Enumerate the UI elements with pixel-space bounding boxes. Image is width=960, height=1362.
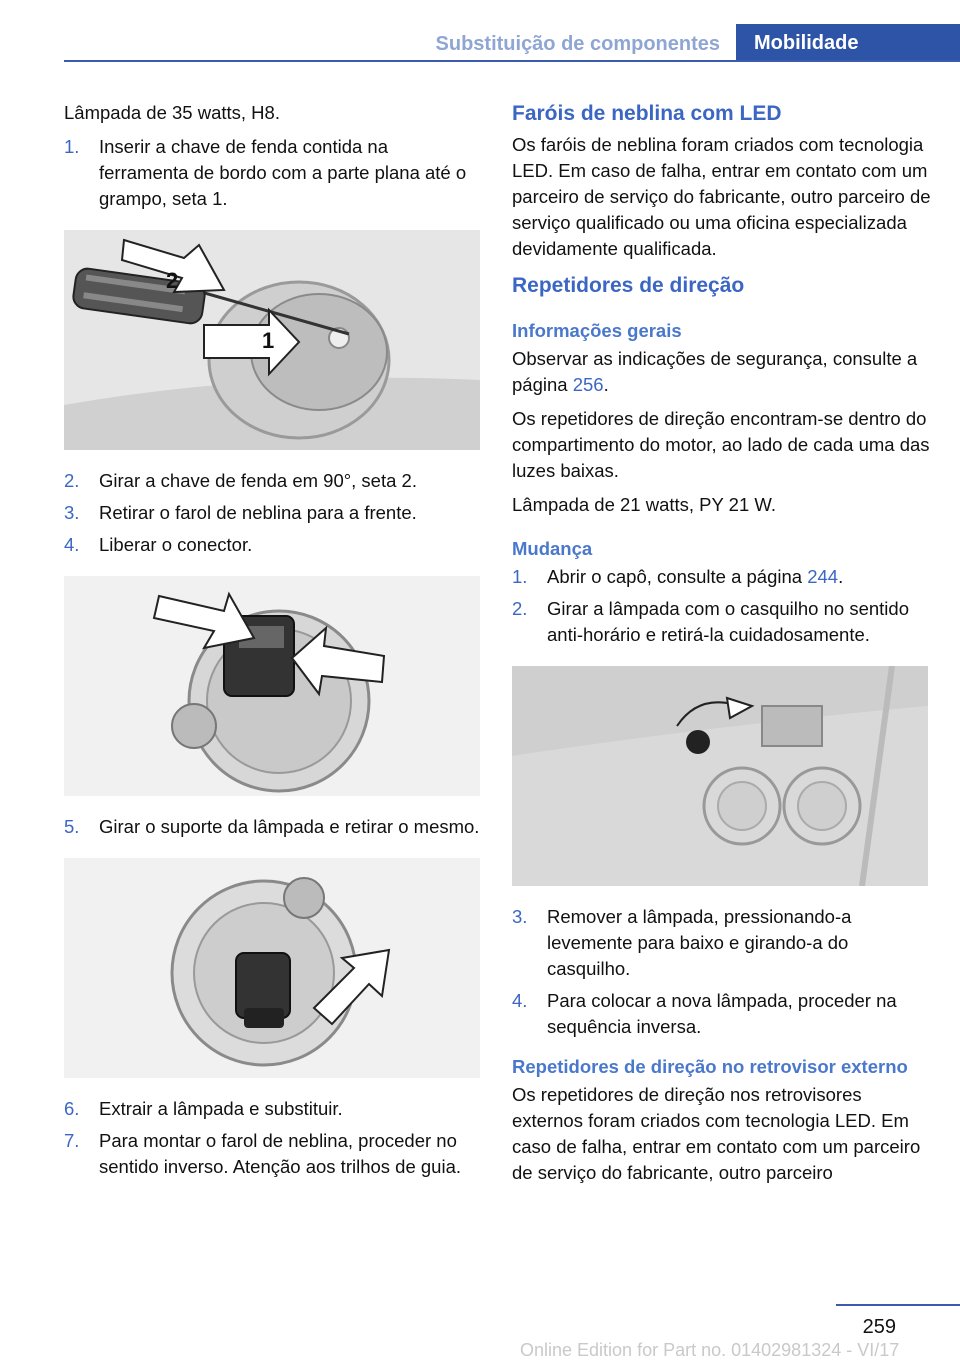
engine-bay-illustration: [512, 666, 928, 886]
bulb-type-text: Lâmpada de 21 watts, PY 21 W.: [512, 494, 776, 515]
list-item: [64, 1096, 482, 1122]
step-number: 5.: [64, 816, 80, 837]
step-text: Extrair a lâmpada e substituir.: [99, 1098, 343, 1119]
figure-bulb-holder: [64, 858, 480, 1078]
turn-signals-heading: Repetidores de direção: [512, 274, 745, 297]
bulb-spec-text: Lâmpada de 35 watts, H8.: [64, 102, 280, 123]
step-number: 2.: [512, 598, 528, 619]
general-info-heading: Informações gerais: [512, 320, 682, 341]
header-chapter-tab[interactable]: Mobilidade: [736, 24, 960, 62]
step-text: Girar o suporte da lâmpada e retirar o mesmo.: [99, 816, 480, 837]
fog-led-text: Os faróis de neblina foram criados com tecnologia LED. Em caso de falha, entrar em contato com um parceiro de serviço do fabricante, outro parceiro de serviço qualificado ou uma oficina especializada devidamente qualificada.: [512, 134, 931, 259]
step-number: 4.: [64, 534, 80, 555]
change-steps-list: [512, 564, 932, 648]
connector-illustration: [64, 576, 480, 796]
step-number: 7.: [64, 1130, 80, 1151]
general-info-text: [512, 346, 932, 398]
step-text: Remover a lâmpada, pressionando-a levemente para baixo e girando-a do casquilho.: [547, 906, 852, 979]
bulb-holder-illustration: [64, 858, 480, 1078]
step-number: 1.: [64, 136, 80, 157]
general-info-text-pre: Observar as indicações de segurança, consulte a página: [512, 348, 918, 395]
steps-list-c: [64, 814, 482, 840]
step-number: 1.: [512, 566, 528, 587]
steps-list-a: [64, 134, 482, 212]
step-text-post: .: [838, 566, 844, 587]
list-item: [512, 596, 932, 648]
step-text: Para colocar a nova lâmpada, proceder na sequência inversa.: [547, 990, 897, 1037]
step-number: 4.: [512, 990, 528, 1011]
change-heading: Mudança: [512, 538, 593, 559]
arrow-label-1: 1: [262, 328, 275, 353]
list-item: [64, 500, 482, 526]
step-number: 3.: [64, 502, 80, 523]
page-header: [0, 0, 960, 62]
mirror-turn-signals-heading: Repetidores de direção no retrovisor externo: [512, 1056, 908, 1077]
step-number: 2.: [64, 470, 80, 491]
arrow-label-2: 2: [166, 268, 179, 293]
header-rule: [64, 60, 960, 62]
steps-list-d: [64, 1096, 482, 1180]
list-item: [64, 1128, 482, 1180]
list-item: [512, 564, 932, 590]
list-item: [64, 532, 482, 558]
list-item: [512, 988, 932, 1040]
figure-engine-bay: [512, 666, 928, 886]
step-text: Retirar o farol de neblina para a frente.: [99, 502, 417, 523]
figure-connector: [64, 576, 480, 796]
step-text: Inserir a chave de fenda contida na ferramenta de bordo com a parte plana até o grampo, seta 1.: [99, 136, 467, 209]
footer-rule: [836, 1304, 960, 1306]
page-link-244[interactable]: 244: [807, 566, 839, 587]
mirror-turn-signals-text: Os repetidores de direção nos retrovisores externos foram criados com tecnologia LED. Em caso de falha, entrar em contato com um parceiro de serviço do fabricante, outro parceiro: [512, 1084, 921, 1183]
steps-list-b: [64, 468, 482, 558]
fog-led-heading: Faróis de neblina com LED: [512, 102, 782, 125]
list-item: [64, 134, 482, 212]
step-number: 6.: [64, 1098, 80, 1119]
step-text: [547, 564, 932, 590]
footer-edition: Online Edition for Part no. 01402981324 - VI/17: [520, 1340, 900, 1360]
list-item: [64, 814, 482, 840]
location-text: Os repetidores de direção encontram-se dentro do compartimento do motor, ao lado de cada uma das luzes baixas.: [512, 408, 930, 481]
step-text: Para montar o farol de neblina, proceder no sentido inverso. Atenção aos trilhos de guia.: [99, 1130, 462, 1177]
right-column: [512, 100, 932, 1194]
page-number: 259: [862, 1316, 896, 1338]
figure-screwdriver: [64, 230, 480, 450]
list-item: [512, 904, 932, 982]
list-item: [64, 468, 482, 494]
change-steps-list-2: [512, 904, 932, 1040]
page-link-256[interactable]: 256: [572, 374, 604, 395]
step-text: Girar a lâmpada com o casquilho no sentido anti-horário e retirá-la cuidadosamente.: [547, 598, 909, 645]
header-section-title: Substituição de componentes: [435, 33, 720, 55]
step-number: 3.: [512, 906, 528, 927]
step-text: Liberar o conector.: [99, 534, 253, 555]
general-info-text-post: .: [603, 374, 609, 395]
left-column: [64, 100, 482, 1186]
step-text: Girar a chave de fenda em 90°, seta 2.: [99, 470, 417, 491]
step-text-pre: Abrir o capô, consulte a página: [547, 566, 808, 587]
